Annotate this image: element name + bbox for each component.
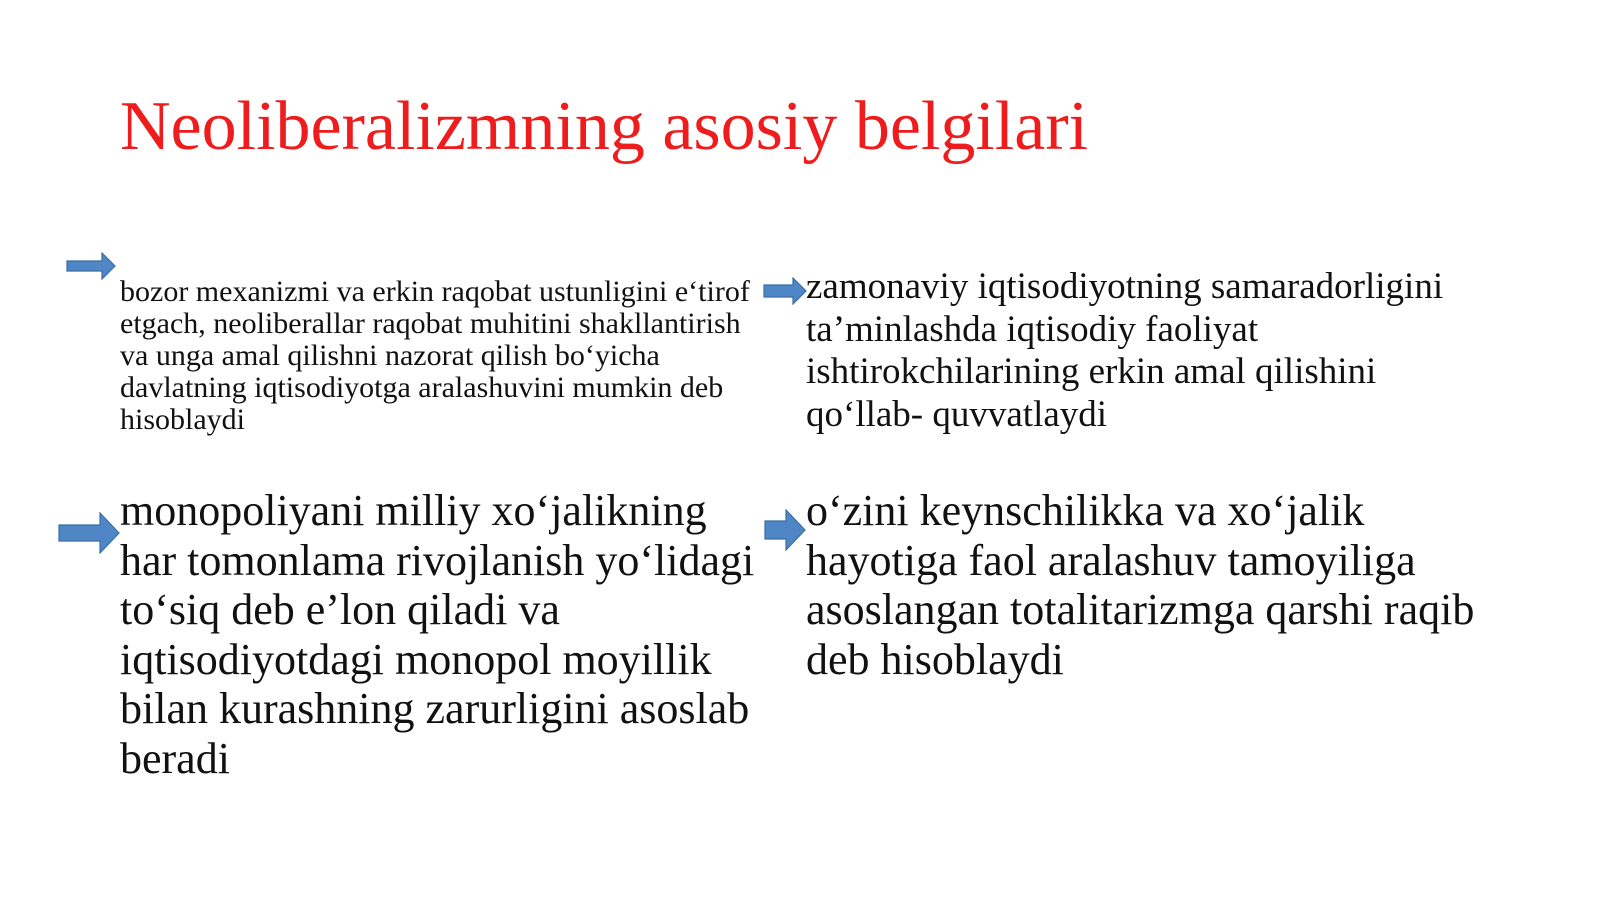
right-arrow-icon	[66, 252, 116, 280]
slide-title: Neoliberalizmning asosiy belgilari	[120, 88, 1089, 165]
bullet-text: zamonaviy iqtisodiyotning samaradorligini ta’minlashda iqtisodiy faoliyat ishtirokchilarining erkin amal qilishini qo‘llab- quvvatlaydi	[806, 266, 1444, 435]
right-arrow-icon	[58, 512, 120, 554]
bullet-item-2	[806, 266, 1466, 436]
bullet-text: o‘zini keynschilikka va xo‘jalik hayotiga faol aralashuv tamoyiliga asoslangan totalitarizmga qarshi raqib deb hisoblaydi	[806, 486, 1475, 684]
right-arrow-icon	[764, 509, 806, 551]
bullet-item-1	[120, 276, 760, 436]
bullet-text: bozor mexanizmi va erkin raqobat ustunligini e‘tirof etgach, neoliberallar raqobat muhitini shakllantirish va unga amal qilishni nazorat qilish bo‘yicha davlatning iqtisodiyotga aralashuvini mumkin deb hisoblaydi	[120, 275, 750, 436]
bullet-text: monopoliyani milliy xo‘jalikning har tomonlama rivojlanish yo‘lidagi to‘siq deb e’lon qiladi va iqtisodiyotdagi monopol moyillik bilan kurashning zarurligini asoslab beradi	[120, 486, 755, 783]
right-arrow-icon	[763, 277, 807, 305]
bullet-item-3	[120, 486, 770, 783]
bullet-item-4	[806, 486, 1486, 684]
